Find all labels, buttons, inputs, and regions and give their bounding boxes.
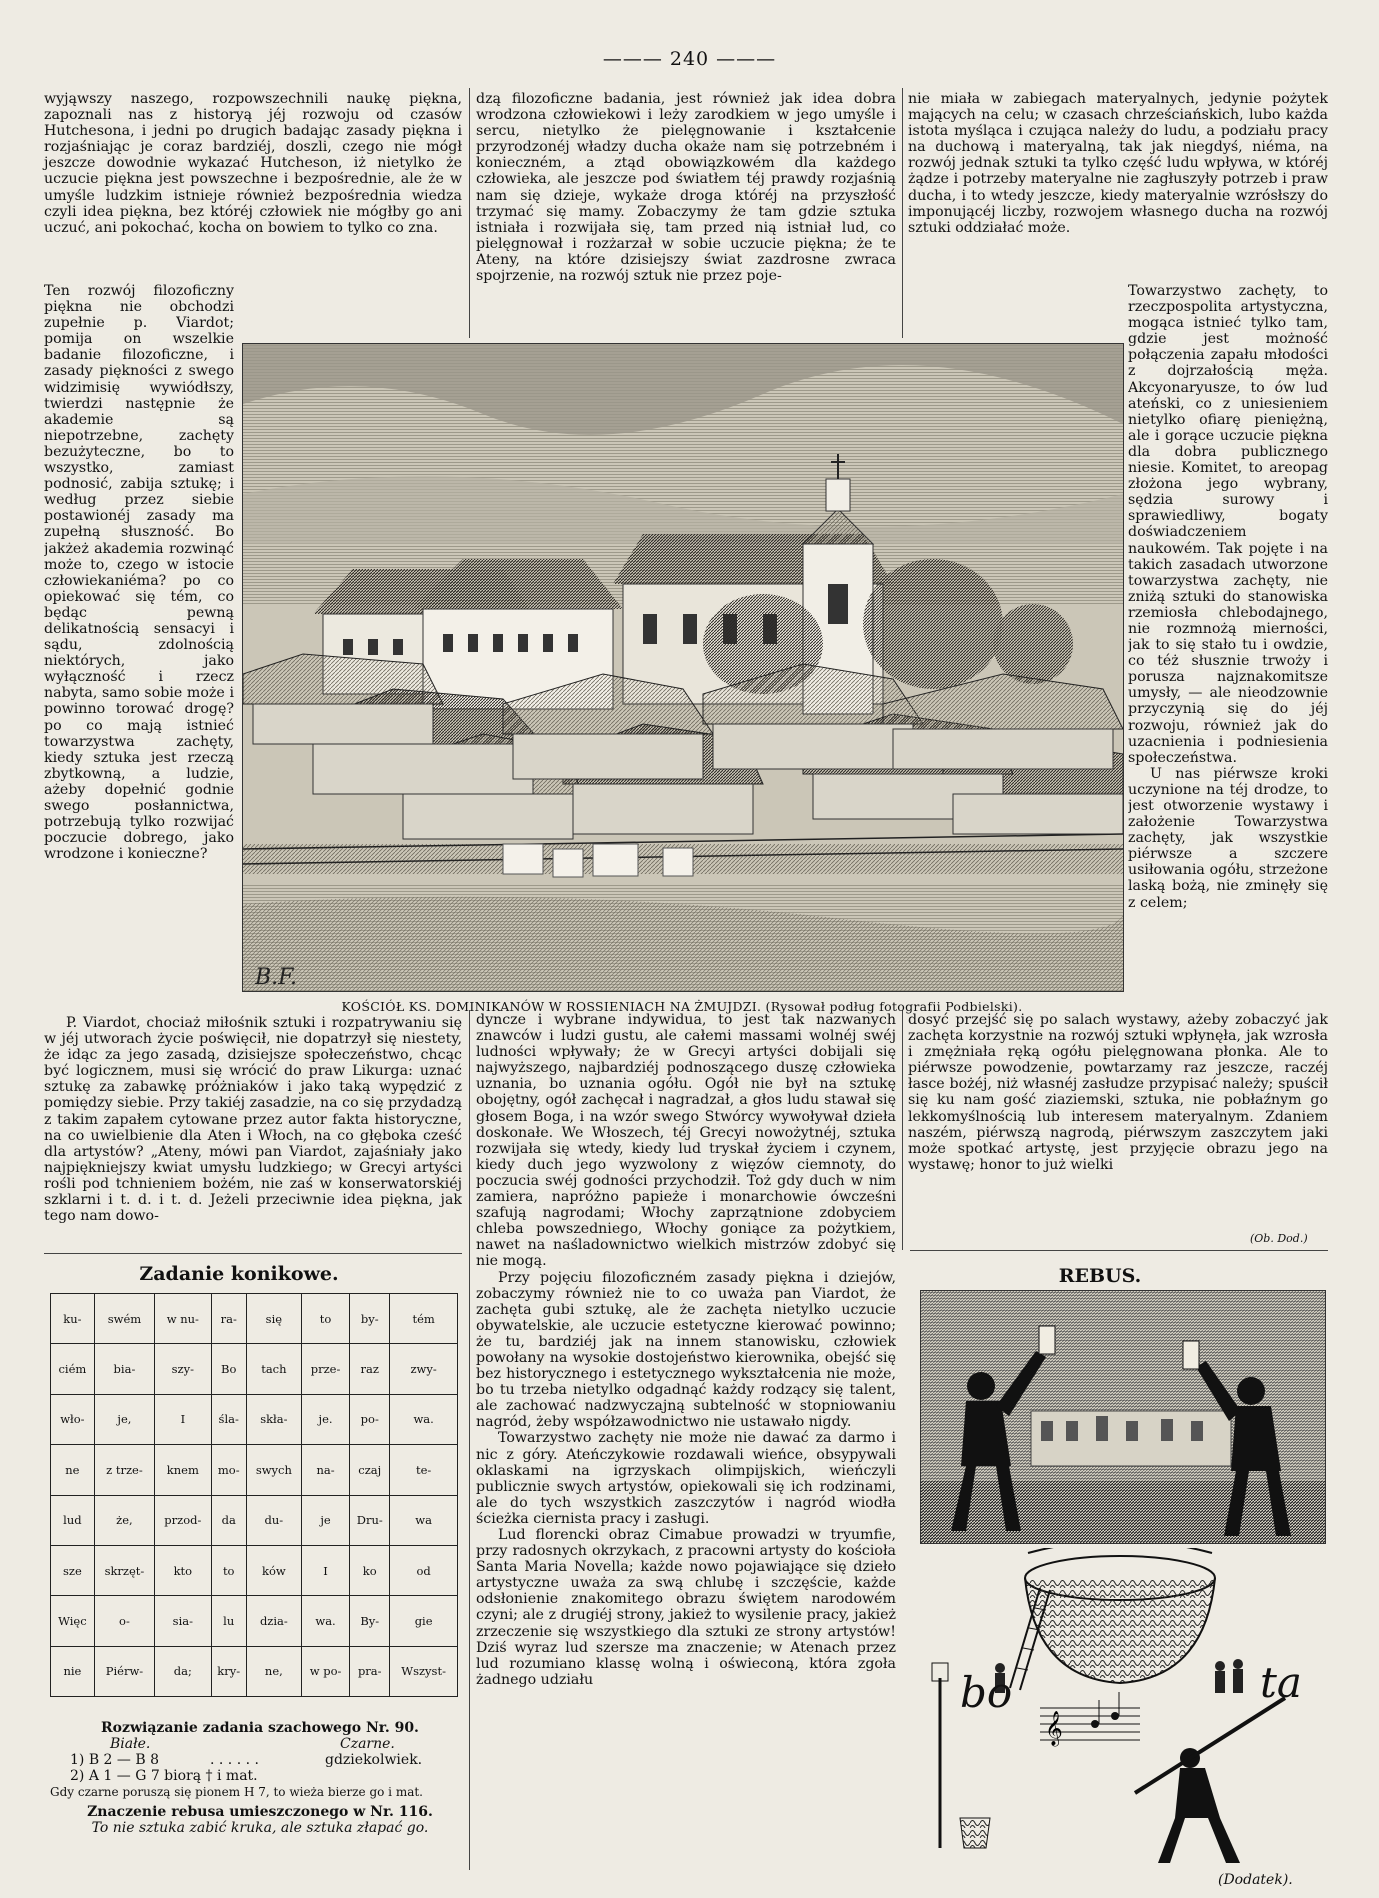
chess-solution-title: Rozwiązanie zadania szachowego Nr. 90. — [101, 1720, 419, 1736]
treble-clef-icon: 𝄞 — [1045, 1711, 1063, 1746]
grid-cell: ko — [350, 1545, 390, 1595]
grid-cell: swych — [246, 1445, 301, 1495]
article-col1-narrow — [44, 283, 234, 1018]
rebus-footer: (Dodatek). — [1218, 1872, 1293, 1888]
grid-cell: By- — [350, 1596, 390, 1646]
grid-cell: pra- — [350, 1646, 390, 1696]
grid-cell: o- — [94, 1596, 154, 1646]
move-1-white: 1) B 2 — B 8 — [70, 1752, 160, 1768]
chess-note: Gdy czarne poruszą się pionem H 7, to wieża bierze go i mat. — [50, 1785, 423, 1799]
grid-row — [51, 1545, 458, 1595]
move-2-white: 2) A 1 — G 7 biorą † i mat. — [70, 1768, 258, 1784]
grid-cell: Wszyst- — [390, 1646, 458, 1696]
grid-cell: da; — [155, 1646, 211, 1696]
grid-cell: to — [211, 1545, 246, 1595]
artist-signature: B.F. — [255, 965, 297, 990]
paragraph: Ten rozwój filozoficzny piękna nie obchodzi zupełnie p. Viardot; pomija on wszelkie badanie filozoficzne, i zasady piękności z swego widzimisię wywiódłszy, twierdzi następnie że akademie są niepotrzebne, zachęty bezużyteczne, bo to wszystko, zamiast podnosić, zabija sztukę; i według przez siebie postawionéj zasady ma zupełną słuszność. Bo jakżeż akademia rozwinąć może to, czego w istocie człowiekaniéma? po co opiekować się tém, co będąc pewną delikatnością sensacyi i sądu, zdolnością niektórych, jako wyłączność i rzecz nabyta, samo sobie może i powinno torować drogę? po co mają istnieć towarzystwa zachęty, kiedy sztuka jest rzeczą zbytkowną, a ludzie, ażeby dopełnić godnie swego posłannictwa, potrzebują tylko rozwijać poczucie dobrego, jako wrodzone i konieczne? — [44, 283, 234, 863]
grid-cell: je, — [94, 1394, 154, 1444]
grid-row — [51, 1596, 458, 1646]
section-rule — [910, 1250, 1328, 1251]
grid-row — [51, 1495, 458, 1545]
puzzle-title: Zadanie konikowe. — [139, 1263, 339, 1285]
grid-cell: da — [211, 1495, 246, 1545]
paragraph: Towarzystwo zachęty nie może nie dawać za darmo i nic z góry. Ateńczykowie rozdawali wieńce, obsypywali oklaskami na igrzyskach olimpijskich, wieńczyli publicznie swych artystów, opiekowali się ich rodzinami, ale do tych wszystkich zaszczytów i nagród wiodła ścieżka ciernista pracy i zasługi. — [476, 1430, 896, 1527]
grid-cell: w po- — [301, 1646, 349, 1696]
grid-cell: dzia- — [246, 1596, 301, 1646]
chess-solution — [50, 1720, 470, 1836]
grid-cell: ne, — [246, 1646, 301, 1696]
grid-cell: zwy- — [390, 1344, 458, 1394]
grid-cell: I — [301, 1545, 349, 1595]
grid-cell: wa. — [301, 1596, 349, 1646]
grid-cell: kto — [155, 1545, 211, 1595]
article-col1-bottom — [44, 1015, 462, 1247]
grid-cell: wło- — [51, 1394, 95, 1444]
grid-cell: nie — [51, 1646, 95, 1696]
grid-cell: te- — [390, 1445, 458, 1495]
paragraph: dosyć przejść się po salach wystawy, ażeby zobaczyć jak zachęta korzystnie na rozwój sztuki wpłynęła, jak wzrosła i zmężniała ręką ogółu pielęgnowana płonka. Ale to piérwsze powodzenie, powtarzamy raz jeszcze, raczéj łasce bożéj, niż własnéj zasłudze przypisać należy; spuścił się ku nam gość ziaziemski, sztuka, nie pobłaźnym go lekkomyślnością lub interesem materyalnym. Zdaniem naszém, piérwszą nagrodą, piérwszym zaszczytem jaki może spotkać artystę, jest przyjęcie obrazu jego na wystawę; honor to już wielki — [908, 1012, 1328, 1173]
move-1-dots: . . . . . . — [210, 1752, 259, 1768]
grid-cell: bia- — [94, 1344, 154, 1394]
grid-cell: Piérw- — [94, 1646, 154, 1696]
paragraph: dzą filozoficzne badania, jest również jak idea dobra wrodzona człowiekowi i leży zarodkiem w jego umyśle i sercu, nietylko że pielęgnowanie i kształcenie przyrodzonéj władzy ducha okaże nam się potrzebném i konieczném, a ztąd obowiązkowém dla każdego człowieka, ale jeszcze pod światłem téj prawdy rozjaśnią nam się dzieje, wykaże droga któréj na przyszłość trzymać się mamy. Zobaczymy że tam gdzie sztuka istniała i rozwijała się, tam przed nią istniał lud, co pielęgnował i rozżarzał w sobie uczucie piękna; że te Ateny, na które dzisiejszy świat zazdrosne zwraca spojrzenie, na rozwój sztuk nie przez poje- — [476, 91, 896, 285]
grid-cell: gie — [390, 1596, 458, 1646]
grid-cell: ków — [246, 1545, 301, 1595]
rebus-meaning: To nie sztuka zabić kruka, ale sztuka złapać go. — [91, 1820, 429, 1836]
black-label: Czarne. — [340, 1736, 395, 1752]
article-col3-narrow — [1128, 283, 1328, 1018]
grid-cell: ku- — [51, 1294, 95, 1344]
grid-cell: mo- — [211, 1445, 246, 1495]
grid-row — [51, 1344, 458, 1394]
grid-cell: du- — [246, 1495, 301, 1545]
column-rule — [469, 88, 470, 338]
column-rule — [902, 88, 903, 338]
grid-cell: ne — [51, 1445, 95, 1495]
paragraph: U nas piérwsze kroki uczynione na téj drodze, to jest otworzenie wystawy i założenie Towarzystwa zachęty, jak wszystkie piérwsze a szczere usiłowania ogółu, strzeżone laską bożą, nie zminęły się z celem; — [1128, 765, 1328, 911]
grid-row — [51, 1646, 458, 1696]
white-label: Białe. — [110, 1736, 151, 1752]
grid-cell: na- — [301, 1445, 349, 1495]
rebus-title: REBUS. — [1058, 1265, 1142, 1287]
grid-cell: wa — [390, 1495, 458, 1545]
church-engraving — [242, 343, 1124, 992]
grid-cell: się — [246, 1294, 301, 1344]
grid-cell: tém — [390, 1294, 458, 1344]
grid-cell: knem — [155, 1445, 211, 1495]
grid-cell: sia- — [155, 1596, 211, 1646]
move-1-black: gdziekolwiek. — [325, 1752, 423, 1768]
grid-cell: przod- — [155, 1495, 211, 1545]
rebus-letters-right: ta — [1260, 1658, 1302, 1707]
grid-cell: lud — [51, 1495, 95, 1545]
grid-cell: raz — [350, 1344, 390, 1394]
paragraph: dyncze i wybrane indywidua, to jest tak nazwanych znawców i ludzi gustu, ale całemi massami wolnéj swéj ludności wpływały; że w Grecyi artyści dobijali się najwyższego, najbardziéj podnoszącego duszę człowieka uznania, bo uznania ogółu. Ogół nie był na sztukę obojętny, ogół zachęcał i nagradzał, a głos ludu stawał się głosem Boga, i na wzór swego Stwórcy wywoływał dzieła doskonałe. We Włoszech, téj Grecyi nowożytnéj, sztuka rozwijała się wtedy, kiedy lud tryskał życiem i czynem, kiedy duch jego wyzwolony z więzów ciemnoty, do poczucia swéj godności przychodził. Toż gdy duch w nim zamiera, napróżno papieże i monarchowie ówcześni szafują nagrodami; Włochy zaprzątnione zdobyciem chleba powszedniego, Włochy goniące za pożytkiem, nawet na naśladownictwo wielkich mistrzów zdobyć się nie mogą. — [476, 1012, 896, 1270]
grid-cell: kry- — [211, 1646, 246, 1696]
grid-cell: skrzęt- — [94, 1545, 154, 1595]
grid-row — [51, 1294, 458, 1344]
header-rule-right: ——— — [709, 48, 777, 70]
grid-cell: prze- — [301, 1344, 349, 1394]
grid-cell: sze — [51, 1545, 95, 1595]
grid-cell: po- — [350, 1394, 390, 1444]
grid-cell: lu — [211, 1596, 246, 1646]
grid-cell: wa. — [390, 1394, 458, 1444]
page-number: 240 — [669, 48, 710, 70]
grid-cell: je — [301, 1495, 349, 1545]
grid-cell: w nu- — [155, 1294, 211, 1344]
rebus-image — [921, 1291, 1325, 1543]
rebus-meaning-title: Znaczenie rebusa umieszczonego w Nr. 116. — [87, 1804, 433, 1820]
engraving-image — [243, 344, 1123, 991]
column-rule — [902, 1010, 903, 1250]
rebus-lower-scene — [920, 1548, 1324, 1870]
article-col2-bottom — [476, 1012, 896, 1872]
knights-tour-grid — [50, 1293, 458, 1697]
paragraph: P. Viardot, chociaż miłośnik sztuki i rozpatrywaniu się w jéj utworach życie poświęcił, nie dopatrzył się niestety, że idąc za jego zasadą, dzisiejsze społeczeństwo, chcąc być logicznem, musi się wrócić do praw Likurga: uznać sztukę za zabawkę próżniaków i jako taką wypędzić z pomiędzy siebie. Przy takiéj zasadzie, na co się przydadzą z takim zapałem cytowane przez autor fakta historyczne, na co uwielbienie dla Aten i Włoch, na co głęboka cześć dla artystów? „Ateny, mówi pan Viardot, zajaśniały jako najpiękniejszy kwiat umysłu ludzkiego; w Grecyi artyści rośli pod tchnieniem bożém, nie zaś w konserwatorskiéj szklarni i t. d. i t. d. Jeżeli przeciwnie idea piękna, jak tego nam dowo- — [44, 1015, 462, 1225]
grid-cell: że, — [94, 1495, 154, 1545]
paragraph: wyjąwszy naszego, rozpowszechnili naukę piękna, zapoznali nas z historyą jéj rozwoju od czasów Hutchesona, i jedni po drugich badając zasady piękna i rozjaśniając je coraz bardziéj, doszli, czego nie mógł jeszcze dowodnie wykazać Hutcheson, iż nietylko że uczucie piękna jest powszechne i bezpośrednie, ale że w umyśle ludzkim istnieje również bezpośrednia wiedza czyli idea piękna, bez któréj człowiek nie mógłby go ani uczuć, ani pokochać, kocha on bowiem to tylko co zna. — [44, 91, 462, 236]
article-col3-top — [908, 91, 1328, 281]
grid-cell: I — [155, 1394, 211, 1444]
grid-cell: skła- — [246, 1394, 301, 1444]
article-col3-bottom — [908, 1012, 1328, 1228]
rebus-letters-left: bo — [960, 1668, 1013, 1717]
grid-cell: by- — [350, 1294, 390, 1344]
grid-cell: czaj — [350, 1445, 390, 1495]
rebus-scene — [920, 1290, 1326, 1544]
grid-cell: Więc — [51, 1596, 95, 1646]
engraving-caption: KOŚCIÓŁ KS. DOMINIKANÓW W ROSSIENIACH NA ŻMUJDZI. (Rysował podług fotografii Podbielski). — [341, 999, 1023, 1014]
paragraph: Towarzystwo zachęty, to rzeczpospolita artystyczna, mogąca istnieć tylko tam, gdzie jest możność połączenia zapału młodości z dojrzałością męża. Akcyonaryusze, to ów lud ateński, co z uniesieniem nietylko ofiarę pieniężną, ale i gorące uczucie piękna dla dobra publicznego niesie. Komitet, to areopag złożona jego wybrany, sędzia surowy i sprawiedliwy, bogaty doświadczeniem naukowém. Tak pojęte i na takich zasadach utworzone towarzystwa zachęty, nie zniżą sztuki do stanowiska rzemiosła chlebodajnego, nie rozmnożą mierności, jak to się stało tu i owdzie, co téż słusznie trwoży i porusza najznakomitsze umysły, — ale nieodzownie przyczynią się do jéj rozwoju, również jak do uzacnienia i podniesienia społeczeństwa. — [1128, 283, 1328, 766]
paragraph: Lud florencki obraz Cimabue prowadzi w tryumfie, przy radosnych okrzykach, z pracowni artysty do kościoła Santa Maria Novella; każde nowo pojawiające się dzieło artystyczne uważa za swą chlubę i szczęście, każde odsłonienie znakomitego obrazu świętem narodowém czyni; ale z drugiéj strony, jakież to wysilenie pracy, jakież zrzeczenie się wszystkiego dla sztuki ze strony artystów! Dziś wyraz lud szersze ma znaczenie; w Atenach przez lud rozumiano klassę wolną i oświeconą, która zgoła żadnego udziału — [476, 1527, 896, 1688]
grid-cell: ra- — [211, 1294, 246, 1344]
grid-cell: Dru- — [350, 1495, 390, 1545]
grid-row — [51, 1445, 458, 1495]
section-rule — [44, 1253, 462, 1254]
article-col2-top — [476, 91, 896, 331]
grid-cell: z trze- — [94, 1445, 154, 1495]
grid-cell: Bo — [211, 1344, 246, 1394]
continued-note: (Ob. Dod.) — [1250, 1232, 1308, 1245]
page-header — [0, 48, 1379, 70]
grid-cell: je. — [301, 1394, 349, 1444]
grid-cell: tach — [246, 1344, 301, 1394]
grid-cell: ciém — [51, 1344, 95, 1394]
grid-cell: swém — [94, 1294, 154, 1344]
header-rule-left: ——— — [602, 48, 670, 70]
grid-cell: to — [301, 1294, 349, 1344]
paragraph: nie miała w zabiegach materyalnych, jedynie pożytek mających na celu; w czasach chrześciańskich, lubo każda istota myśląca i czująca należy do ludu, a podziału pracy na duchową i materyalną, tak jak niegdyś, niéma, na rozwój jednak sztuki ta tylko część ludu wpływa, w któréj żądze i potrzeby materyalne nie zagłuszyły potrzeb i praw ducha, i to wtedy jeszcze, kiedy materyalnie wzrósłszy do imponującéj liczby, rozwojem własnego ducha na rozwój sztuki oddziałać może. — [908, 91, 1328, 236]
grid-cell: szy- — [155, 1344, 211, 1394]
paragraph: Przy pojęciu filozoficzném zasady piękna i dziejów, zobaczymy również nie to co uważa pan Viardot, że zachęta gubi sztukę, ale że zachęta nietylko uczucie obywatelskie, ale uczucie estetyczne kierować powinno; że tu, bardziéj jak na innem stanowisku, człowiek powołany na wysokie dostojeństwo kierownika, obejść się bez historycznego i estetycznego wykształcenia nie może, bo tu trzeba nietylko odgadnąć każdy rodzący się talent, ale zachować nadzwyczajną subtelność w stopniowaniu nagród, żeby współzawodnictwo nie ustawało nigdy. — [476, 1269, 896, 1431]
grid-cell: śla- — [211, 1394, 246, 1444]
grid-row — [51, 1394, 458, 1444]
grid-cell: od — [390, 1545, 458, 1595]
